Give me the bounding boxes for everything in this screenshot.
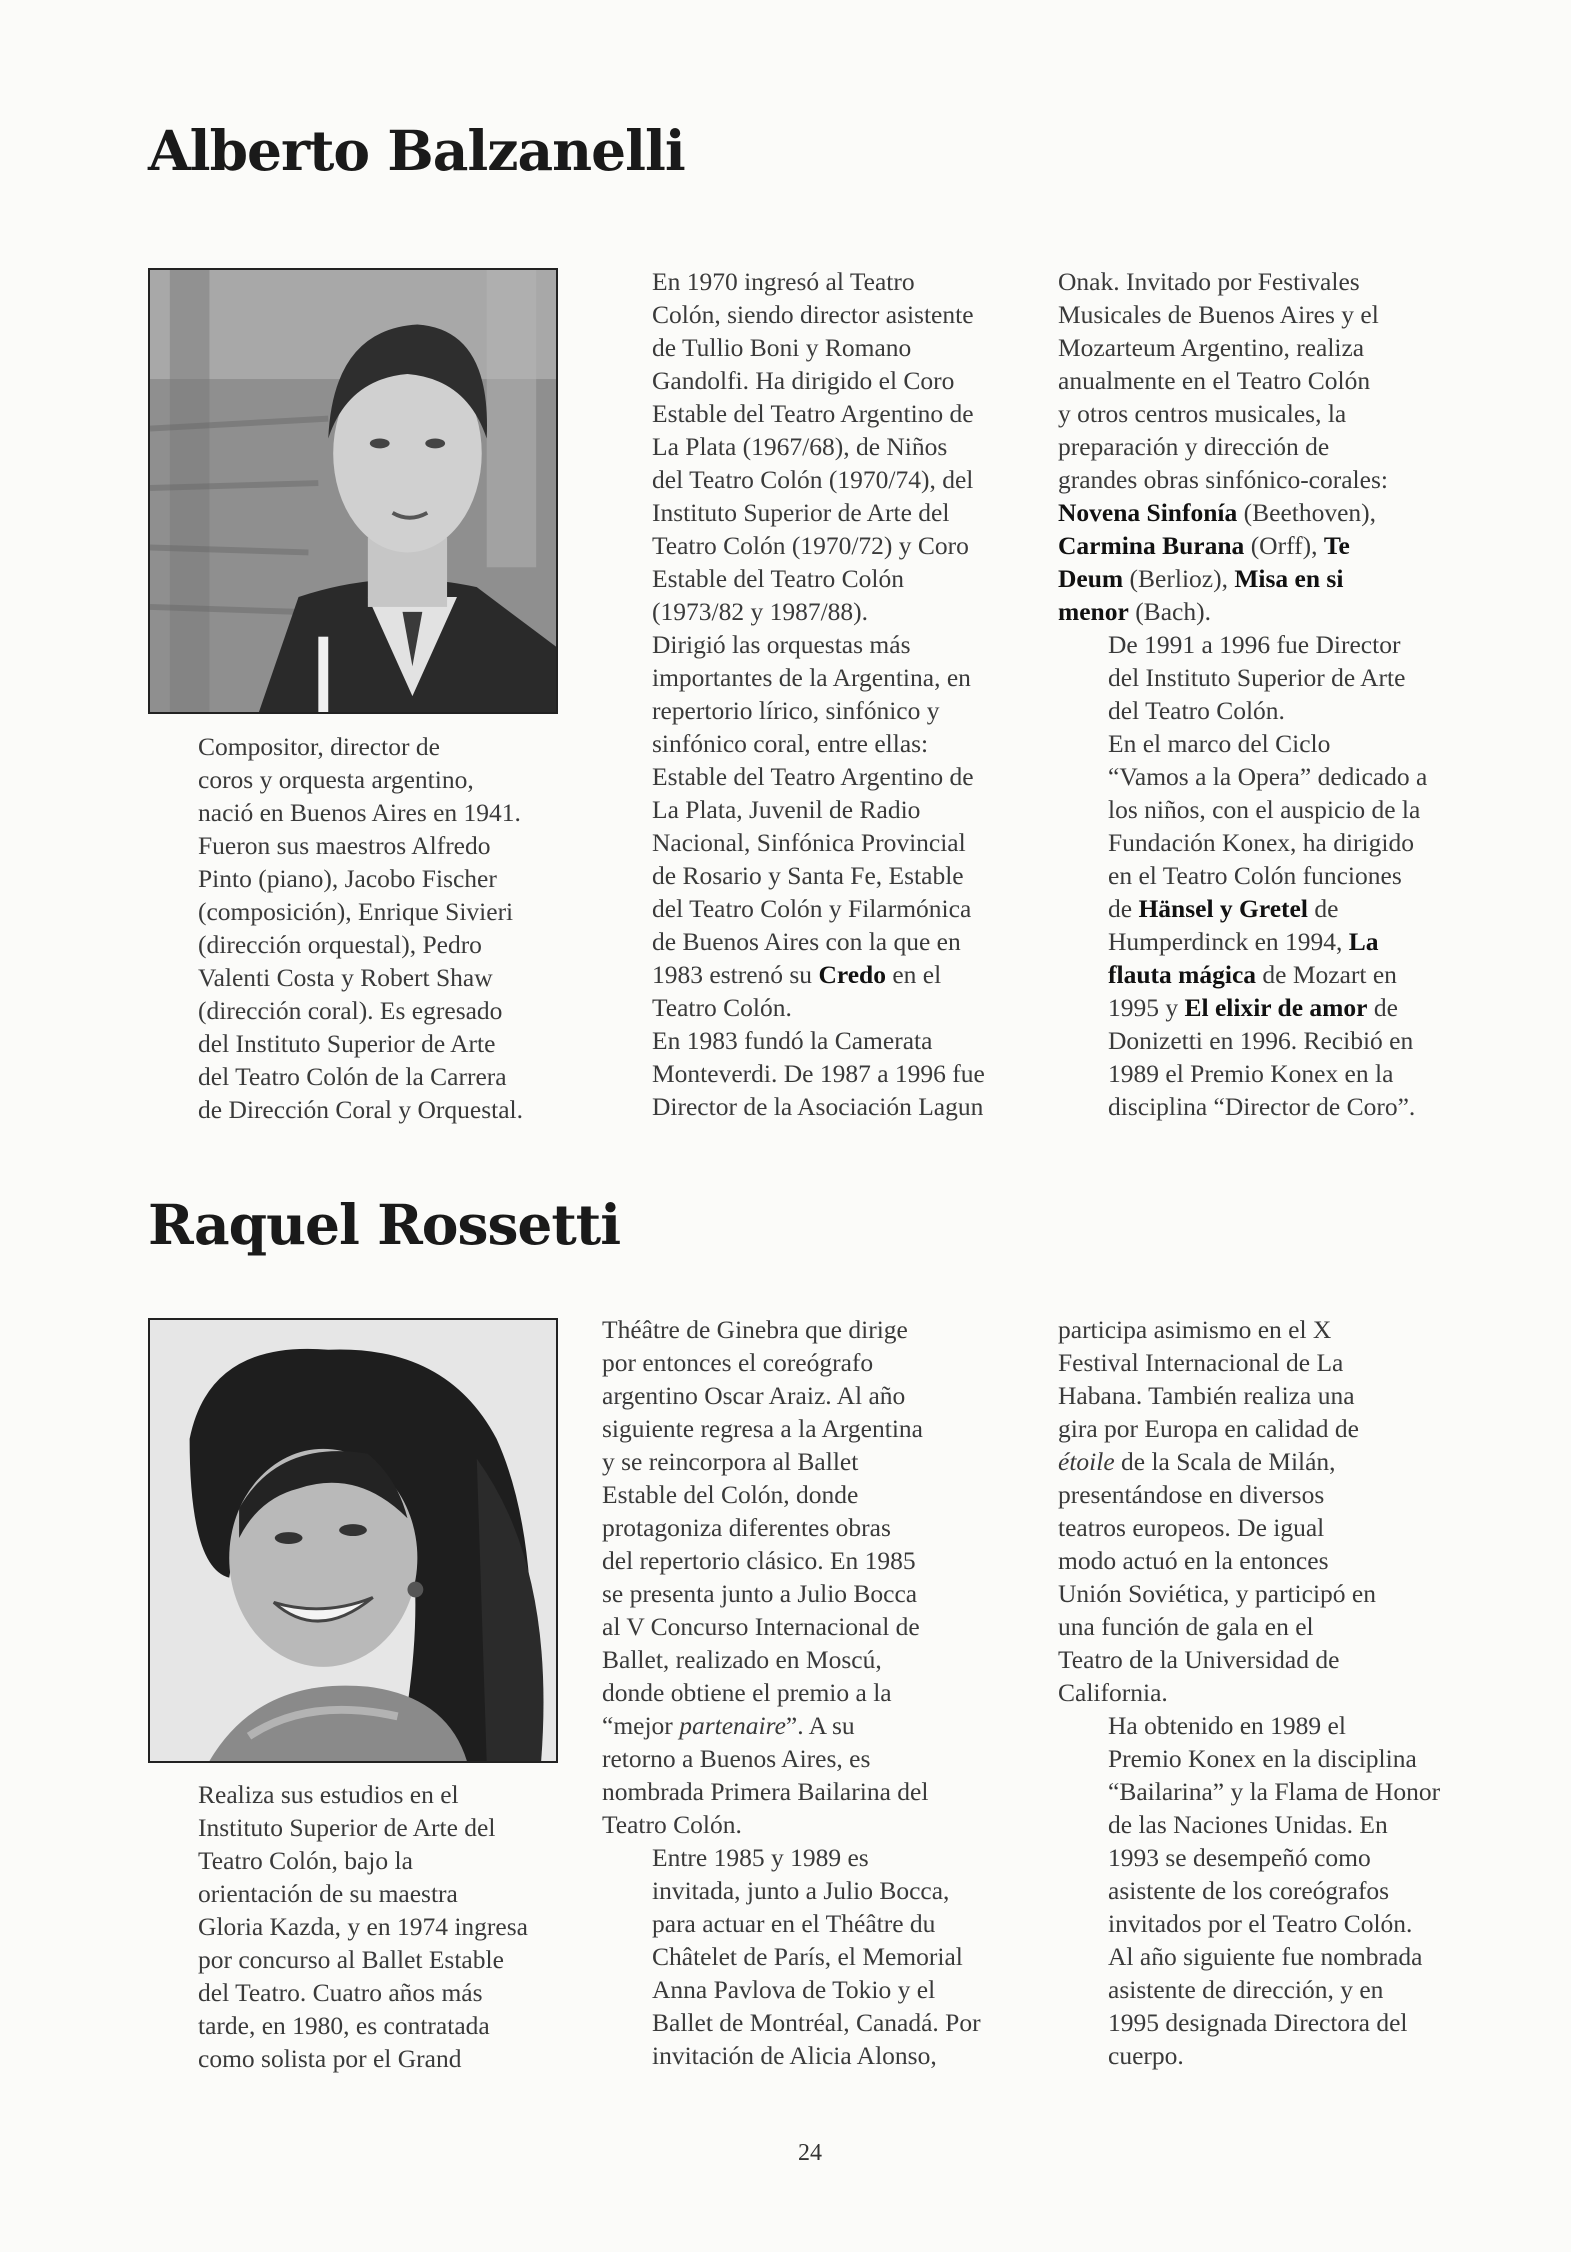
portrait-woman-image <box>150 1320 556 1761</box>
work-title: Carmina Burana <box>1058 531 1245 560</box>
text-line: los niños, con el auspicio de la <box>1108 795 1421 824</box>
text-line: Châtelet de París, el Memorial <box>652 1942 963 1971</box>
text-line: Ballet de Montréal, Canadá. Por <box>652 2008 981 2037</box>
text-line: Anna Pavlova de Tokio y el <box>652 1975 936 2004</box>
text-line: Gloria Kazda, y en 1974 ingresa <box>198 1912 528 1941</box>
bio-column-3 <box>1058 1313 1478 2072</box>
text-line: una función de gala en el <box>1058 1612 1314 1641</box>
text-line: Valenti Costa y Robert Shaw <box>198 963 493 992</box>
bio-column-2 <box>602 265 1022 1123</box>
text-line: para actuar en el Théâtre du <box>652 1909 936 1938</box>
text-line: de Tullio Boni y Romano <box>652 333 912 362</box>
text-line: California. <box>1058 1678 1168 1707</box>
text-line: Teatro de la Universidad de <box>1058 1645 1340 1674</box>
text-line: Unión Soviética, y participó en <box>1058 1579 1376 1608</box>
text-line: en el Teatro Colón funciones <box>1108 861 1402 890</box>
text-line: Habana. También realiza una <box>1058 1381 1355 1410</box>
paragraph <box>1058 1709 1478 2072</box>
text-line <box>1058 892 1478 925</box>
text-line: Entre 1985 y 1989 es <box>652 1843 869 1872</box>
text-line: Onak. Invitado por Festivales <box>1058 267 1360 296</box>
text-line <box>1058 595 1478 628</box>
text-line: Mozarteum Argentino, realiza <box>1058 333 1365 362</box>
text-line: del Instituto Superior de Arte <box>198 1029 496 1058</box>
text-line: Fundación Konex, ha dirigido <box>1108 828 1414 857</box>
text-line: nació en Buenos Aires en 1941. <box>198 798 521 827</box>
heading-raquel-rossetti: Raquel Rossetti <box>148 1192 621 1257</box>
text-run: 1995 y <box>1108 993 1185 1022</box>
text-line: por entonces el coreógrafo <box>602 1348 874 1377</box>
text-line: La Plata, Juvenil de Radio <box>652 795 921 824</box>
work-title: flauta mágica <box>1108 960 1257 989</box>
text-line <box>602 958 1022 991</box>
text-line: importantes de la Argentina, en <box>652 663 971 692</box>
text-line: del Teatro Colón y Filarmónica <box>652 894 972 923</box>
text-line: del Teatro. Cuatro años más <box>198 1978 483 2007</box>
text-line: invitada, junto a Julio Bocca, <box>652 1876 950 1905</box>
text-run: de la Scala de Milán, <box>1114 1447 1336 1476</box>
bio-column-1 <box>148 730 558 1126</box>
work-title: Misa en si <box>1234 564 1344 593</box>
text-line: gira por Europa en calidad de <box>1058 1414 1359 1443</box>
text-line: de Buenos Aires con la que en <box>652 927 961 956</box>
work-title-credo: Credo <box>818 960 886 989</box>
work-title: Deum <box>1058 564 1124 593</box>
work-title: El elixir de amor <box>1184 993 1368 1022</box>
text-line: asistente de los coreógrafos <box>1108 1876 1390 1905</box>
paragraph <box>148 1778 568 2075</box>
text-line <box>1058 958 1478 991</box>
work-title: La <box>1348 927 1379 956</box>
text-line: teatros europeos. De igual <box>1058 1513 1325 1542</box>
text-line: disciplina “Director de Coro”. <box>1108 1092 1416 1121</box>
text-line: Teatro Colón (1970/72) y Coro <box>652 531 969 560</box>
text-line: Director de la Asociación Lagun <box>652 1092 984 1121</box>
text-line: por concurso al Ballet Estable <box>198 1945 504 1974</box>
work-title: menor <box>1058 597 1129 626</box>
text-line: Estable del Teatro Argentino de <box>652 399 974 428</box>
text-line: Nacional, Sinfónica Provincial <box>652 828 966 857</box>
text-line: grandes obras sinfónico-corales: <box>1058 465 1388 494</box>
text-line: Instituto Superior de Arte del <box>198 1813 496 1842</box>
text-line: del Instituto Superior de Arte <box>1108 663 1406 692</box>
text-line: repertorio lírico, sinfónico y <box>652 696 940 725</box>
text-line: del repertorio clásico. En 1985 <box>602 1546 916 1575</box>
portrait-man-image <box>150 270 556 712</box>
text-line: 1995 designada Directora del <box>1108 2008 1408 2037</box>
text-line: Festival Internacional de La <box>1058 1348 1344 1377</box>
paragraph <box>602 1313 1032 1841</box>
text-line: Fueron sus maestros Alfredo <box>198 831 491 860</box>
text-line: Musicales de Buenos Aires y el <box>1058 300 1379 329</box>
text-line: del Teatro Colón de la Carrera <box>198 1062 507 1091</box>
text-line: preparación y dirección de <box>1058 432 1330 461</box>
text-line: Compositor, director de <box>198 732 440 761</box>
text-run: ”. A su <box>785 1711 855 1740</box>
text-line: En 1970 ingresó al Teatro <box>652 267 915 296</box>
text-line: (1973/82 y 1987/88). <box>652 597 869 626</box>
text-line: protagoniza diferentes obras <box>602 1513 891 1542</box>
text-line: y se reincorpora al Ballet <box>602 1447 859 1476</box>
text-line: siguiente regresa a la Argentina <box>602 1414 923 1443</box>
paragraph <box>602 1024 1022 1123</box>
text-line: se presenta junto a Julio Bocca <box>602 1579 918 1608</box>
text-line: Ha obtenido en 1989 el <box>1108 1711 1346 1740</box>
text-line: del Teatro Colón. <box>1108 696 1285 725</box>
text-line: de Dirección Coral y Orquestal. <box>198 1095 524 1124</box>
paragraph <box>1058 628 1478 727</box>
text-line: (dirección coral). Es egresado <box>198 996 503 1025</box>
text-line: de las Naciones Unidas. En <box>1108 1810 1388 1839</box>
text-line: donde obtiene el premio a la <box>602 1678 892 1707</box>
italic-term: partenaire <box>679 1711 786 1740</box>
text-line: cuerpo. <box>1108 2041 1184 2070</box>
text-line <box>1058 991 1478 1024</box>
text-line: Monteverdi. De 1987 a 1996 fue <box>652 1059 985 1088</box>
text-line: Teatro Colón. <box>652 993 792 1022</box>
text-line: retorno a Buenos Aires, es <box>602 1744 871 1773</box>
text-line <box>1058 925 1478 958</box>
paragraph <box>1058 265 1478 628</box>
paragraph <box>148 730 558 1126</box>
photo-alberto-balzanelli <box>148 268 558 714</box>
text-line <box>1058 1445 1478 1478</box>
text-line: En el marco del Ciclo <box>1108 729 1331 758</box>
text-run: de <box>1307 894 1339 923</box>
photo-raquel-rossetti <box>148 1318 558 1763</box>
bio-column-2 <box>602 1313 1032 2072</box>
text-line: La Plata (1967/68), de Niños <box>652 432 948 461</box>
text-line: Dirigió las orquestas más <box>652 630 911 659</box>
text-line: (composición), Enrique Sivieri <box>198 897 514 926</box>
work-title: Hänsel y Gretel <box>1138 894 1308 923</box>
text-line: 1993 se desempeñó como <box>1108 1843 1371 1872</box>
italic-term: étoile <box>1058 1447 1115 1476</box>
text-line: presentándose en diversos <box>1058 1480 1325 1509</box>
text-line: participa asimismo en el X <box>1058 1315 1332 1344</box>
paragraph <box>1058 727 1478 1123</box>
text-line <box>1058 496 1478 529</box>
text-line: asistente de dirección, y en <box>1108 1975 1384 2004</box>
text-line: Realiza sus estudios en el <box>198 1780 459 1809</box>
text-run: de <box>1108 894 1139 923</box>
paragraph <box>602 628 1022 1024</box>
text-line: Pinto (piano), Jacobo Fischer <box>198 864 497 893</box>
text-line: De 1991 a 1996 fue Director <box>1108 630 1401 659</box>
text-line: 1989 el Premio Konex en la <box>1108 1059 1394 1088</box>
text-line: Gandolfi. Ha dirigido el Coro <box>652 366 955 395</box>
bio-column-1 <box>148 1778 568 2075</box>
text-line: coros y orquesta argentino, <box>198 765 474 794</box>
text-line: modo actuó en la entonces <box>1058 1546 1329 1575</box>
text-line: Al año siguiente fue nombrada <box>1108 1942 1423 1971</box>
text-line: al V Concurso Internacional de <box>602 1612 920 1641</box>
text-line: nombrada Primera Bailarina del <box>602 1777 929 1806</box>
text-line: invitados por el Teatro Colón. <box>1108 1909 1413 1938</box>
text-run: Humperdinck en 1994, <box>1108 927 1349 956</box>
text-line: Estable del Teatro Argentino de <box>652 762 974 791</box>
bio-column-3 <box>1058 265 1478 1123</box>
text-line: Instituto Superior de Arte del <box>652 498 950 527</box>
text-line: anualmente en el Teatro Colón <box>1058 366 1371 395</box>
heading-alberto-balzanelli: Alberto Balzanelli <box>148 118 685 183</box>
text-line <box>602 1709 1032 1742</box>
text-line: “Bailarina” y la Flama de Honor <box>1108 1777 1441 1806</box>
work-title: Novena Sinfonía <box>1058 498 1238 527</box>
text-line: como solista por el Grand <box>198 2044 462 2073</box>
text-line: sinfónico coral, entre ellas: <box>652 729 929 758</box>
paragraph <box>1058 1313 1478 1709</box>
text-line <box>1058 562 1478 595</box>
text-line: Estable del Teatro Colón <box>652 564 904 593</box>
text-run: (Beethoven), <box>1237 498 1377 527</box>
page-number: 24 <box>798 2140 822 2166</box>
text-line: y otros centros musicales, la <box>1058 399 1347 428</box>
text-line: argentino Oscar Araiz. Al año <box>602 1381 906 1410</box>
text-run: en el <box>885 960 942 989</box>
text-line: invitación de Alicia Alonso, <box>652 2041 937 2070</box>
text-run: de Mozart en <box>1256 960 1397 989</box>
text-run: (Berlioz), <box>1123 564 1235 593</box>
text-run: 1983 estrenó su <box>652 960 819 989</box>
work-title: Te <box>1323 531 1350 560</box>
text-line: de Rosario y Santa Fe, Estable <box>652 861 964 890</box>
text-line: (dirección orquestal), Pedro <box>198 930 482 959</box>
text-line: del Teatro Colón (1970/74), del <box>652 465 974 494</box>
text-line: Théâtre de Ginebra que dirige <box>602 1315 908 1344</box>
text-line: Ballet, realizado en Moscú, <box>602 1645 882 1674</box>
text-line: Premio Konex en la disciplina <box>1108 1744 1417 1773</box>
paragraph <box>602 1841 1032 2072</box>
text-run: de <box>1367 993 1398 1022</box>
text-run: (Bach). <box>1128 597 1211 626</box>
text-run: “mejor <box>602 1711 680 1740</box>
text-line: Colón, siendo director asistente <box>652 300 974 329</box>
paragraph <box>602 265 1022 628</box>
text-line: En 1983 fundó la Camerata <box>652 1026 933 1055</box>
text-line: Donizetti en 1996. Recibió en <box>1108 1026 1414 1055</box>
text-line: tarde, en 1980, es contratada <box>198 2011 490 2040</box>
text-run: (Orff), <box>1244 531 1324 560</box>
text-line <box>1058 529 1478 562</box>
text-line: Estable del Colón, donde <box>602 1480 859 1509</box>
text-line: Teatro Colón, bajo la <box>198 1846 413 1875</box>
text-line: Teatro Colón. <box>602 1810 742 1839</box>
text-line: orientación de su maestra <box>198 1879 458 1908</box>
text-line: “Vamos a la Opera” dedicado a <box>1108 762 1428 791</box>
